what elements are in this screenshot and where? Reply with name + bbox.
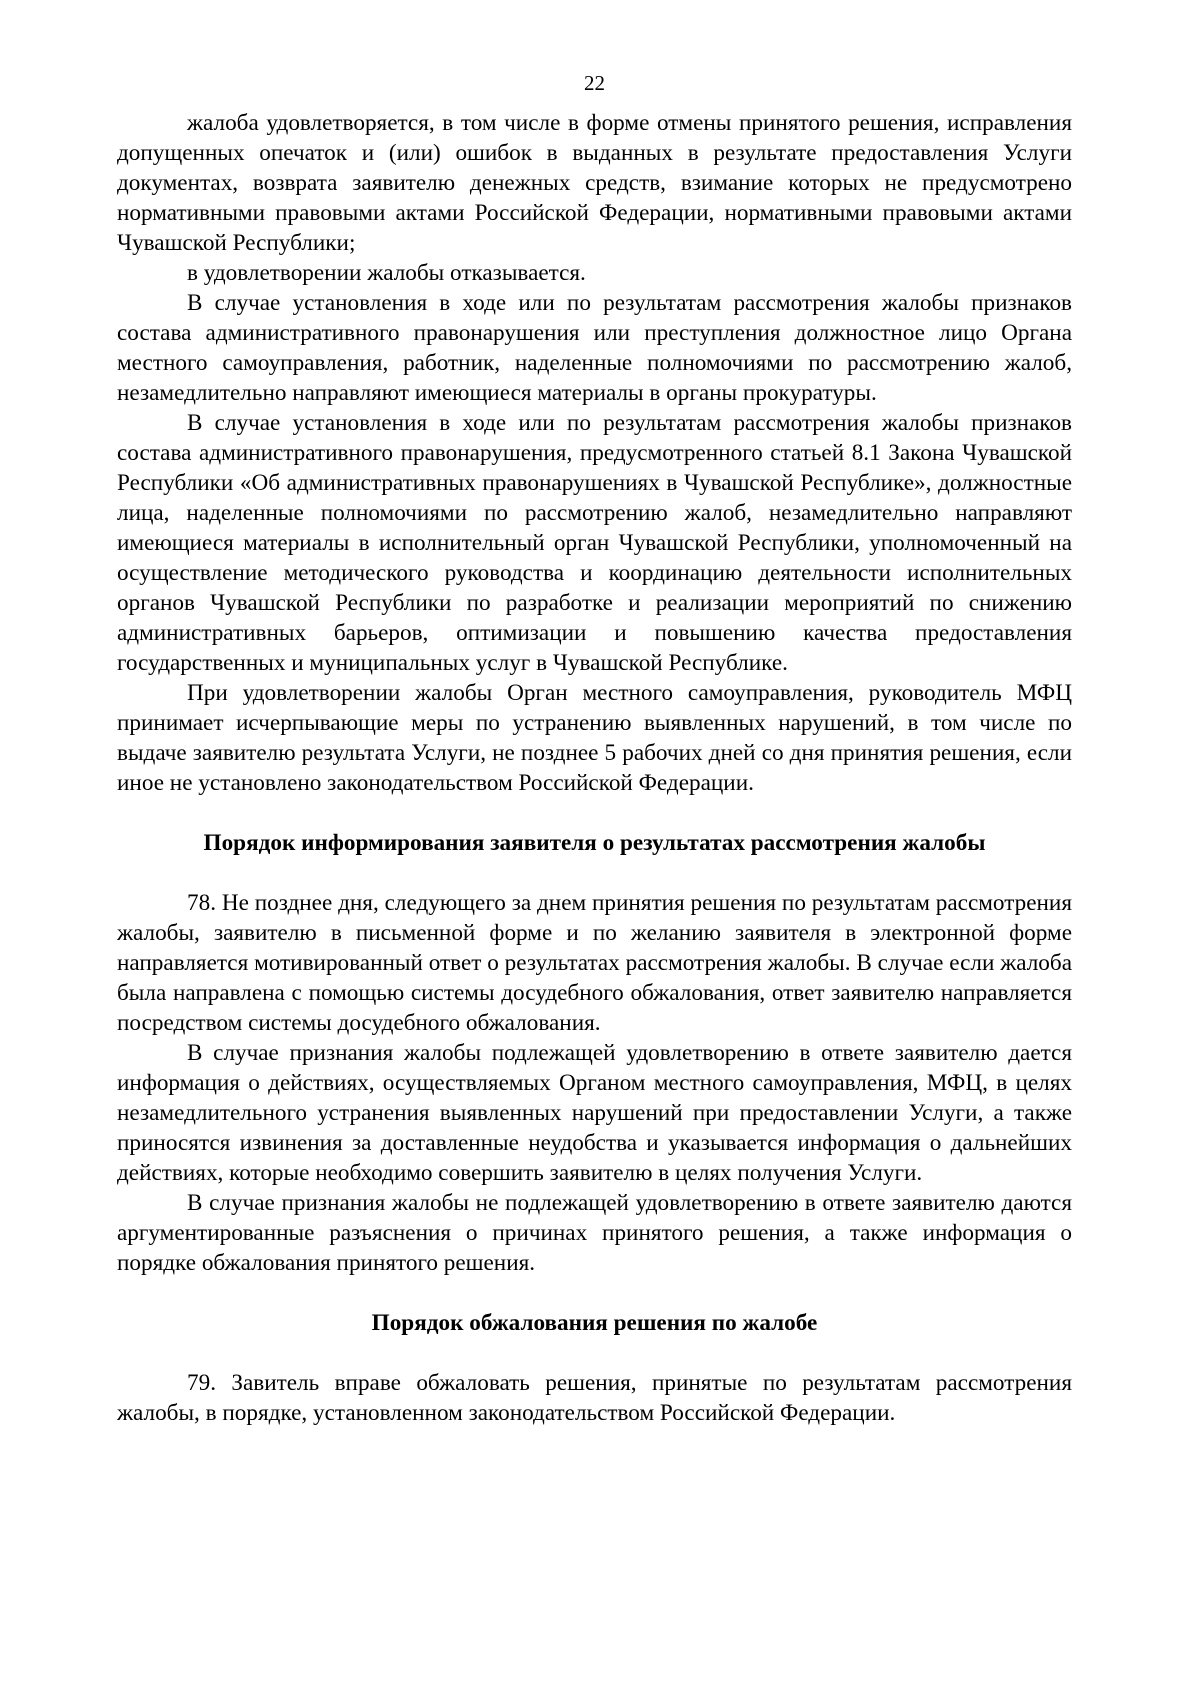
- section-complaint-decision: [117, 108, 1072, 798]
- section-heading-informing: Порядок информирования заявителя о результатах рассмотрения жалобы: [203, 830, 986, 856]
- paragraph: В случае установления в ходе или по результатам рассмотрения жалобы признаков состава административного правонарушения или преступления должностное лицо Органа местного самоуправления, работник, наделенные полномочиями по рассмотрению жалоб, незамедлительно направляют имеющиеся материалы в органы прокуратуры.: [117, 290, 1072, 406]
- page-number: 22: [584, 71, 605, 95]
- paragraph: 79. Завитель вправе обжаловать решения, принятые по результатам рассмотрения жалобы, в порядке, установленном законодательством Российской Федерации.: [117, 1370, 1072, 1426]
- paragraph: В случае признания жалобы не подлежащей удовлетворению в ответе заявителю даются аргументированные разъяснения о причинах принятого решения, а также информация о порядке обжалования принятого решения.: [117, 1190, 1072, 1276]
- paragraph: в удовлетворении жалобы отказывается.: [187, 260, 586, 286]
- section-informing: [117, 888, 1072, 1278]
- document-page: [117, 0, 1072, 1428]
- paragraph: жалоба удовлетворяется, в том числе в форме отмены принятого решения, исправления допущенных опечаток и (или) ошибок в выданных в результате предоставления Услуги документах, возврата заявителю денежных средств, взимание которых не предусмотрено нормативными правовыми актами Российской Федерации, нормативными правовыми актами Чувашской Республики;: [117, 110, 1072, 256]
- paragraph: 78. Не позднее дня, следующего за днем принятия решения по результатам рассмотрения жалобы, заявителю в письменной форме и по желанию заявителя в электронной форме направляется мотивированный ответ о результатах рассмотрения жалобы. В случае если жалоба была направлена с помощью системы досудебного обжалования, ответ заявителю направляется посредством системы досудебного обжалования.: [117, 890, 1072, 1036]
- paragraph: В случае признания жалобы подлежащей удовлетворению в ответе заявителю дается информация о действиях, осуществляемых Органом местного самоуправления, МФЦ, в целях незамедлительного устранения выявленных нарушений при предоставлении Услуги, а также приносятся извинения за доставленные неудобства и указывается информация о дальнейших действиях, которые необходимо совершить заявителю в целях получения Услуги.: [117, 1040, 1072, 1186]
- section-appeal: [117, 1368, 1072, 1428]
- paragraph: В случае установления в ходе или по результатам рассмотрения жалобы признаков состава административного правонарушения, предусмотренного статьей 8.1 Закона Чувашской Республики «Об административных правонарушениях в Чувашской Республике», должностные лица, наделенные полномочиями по рассмотрению жалоб, незамедлительно направляют имеющиеся материалы в исполнительный орган Чувашской Республики, уполномоченный на осуществление методического руководства и координацию деятельности исполнительных органов Чувашской Республики по разработке и реализации мероприятий по снижению административных барьеров, оптимизации и повышению качества предоставления государственных и муниципальных услуг в Чувашской Республике.: [117, 410, 1072, 676]
- paragraph: При удовлетворении жалобы Орган местного самоуправления, руководитель МФЦ принимает исчерпывающие меры по устранению выявленных нарушений, в том числе по выдаче заявителю результата Услуги, не позднее 5 рабочих дней со дня принятия решения, если иное не установлено законодательством Российской Федерации.: [117, 680, 1072, 796]
- section-heading-appeal: Порядок обжалования решения по жалобе: [371, 1310, 818, 1336]
